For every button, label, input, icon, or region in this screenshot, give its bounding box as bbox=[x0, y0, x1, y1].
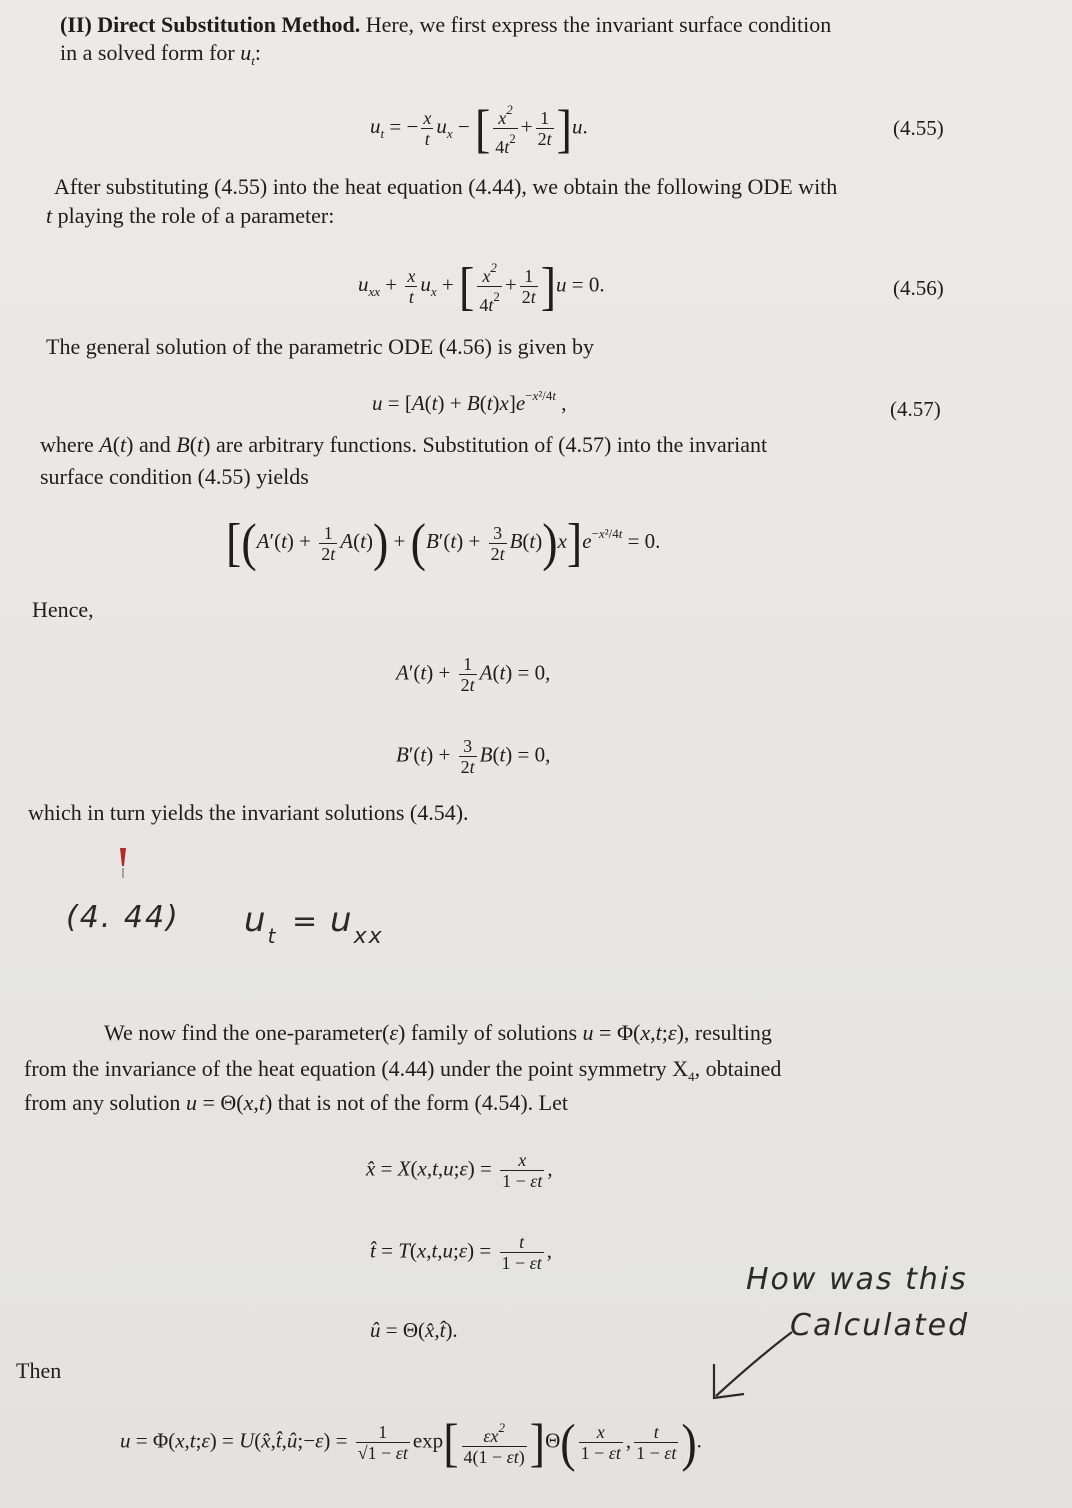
p3-rest: are arbitrary functions. Substitution of (4.57) into the invariant bbox=[215, 432, 768, 457]
section-intro-line1 bbox=[60, 12, 831, 38]
handwritten-equals: = bbox=[292, 904, 320, 939]
equation-xhat: x̂ = X(x,t,u;ε) = $\frac{x}{1 - \varepsilon t}$ , bbox=[366, 1150, 553, 1191]
p3-line1: where A(t) and B(t) are arbitrary functions. Substitution of (4.57) into the invariant bbox=[40, 432, 768, 457]
equation-a-ode: A′(t) + $\frac{1}{2t}$ A(t) = 0, bbox=[396, 654, 551, 695]
equation-4-57: $u = [A(t) + B(t)x]e^{-x^2/4t}$ , bbox=[372, 388, 567, 415]
handwritten-ref: (4. 44) bbox=[66, 900, 180, 935]
then-text: Then bbox=[16, 1358, 62, 1383]
handwritten-uxx: $u_{xx}$ bbox=[330, 900, 384, 949]
p1-line2-text: playing the role of a parameter: bbox=[57, 203, 335, 228]
p4-text-c: , resulting bbox=[683, 1020, 772, 1045]
ut-symbol: $u_t$ bbox=[240, 40, 255, 68]
handwritten-question-line1: How was this bbox=[746, 1262, 968, 1297]
p4-text-e: , obtained bbox=[694, 1056, 782, 1081]
p3-and: and bbox=[138, 432, 171, 457]
p1-line2: t playing the role of a parameter: bbox=[46, 203, 335, 228]
p4-line3: from any solution u = Θ(x,t) that is not of the form (4.54). Let bbox=[24, 1090, 568, 1115]
marker-mark-icon bbox=[118, 846, 128, 880]
section-intro-text: Here, we first express the invariant surface condition bbox=[365, 12, 832, 37]
p4-text-f: from any solution bbox=[24, 1090, 181, 1115]
equation-b-ode: B′(t) + $\frac{3}{2t}$ B(t) = 0, bbox=[396, 736, 551, 777]
p1-line1: After substituting (4.55) into the heat equation (4.44), we obtain the following ODE with bbox=[54, 174, 838, 199]
handwritten-ut: $u_t$ bbox=[244, 900, 278, 948]
handwritten-arrow-icon bbox=[700, 1328, 810, 1408]
section-heading: (II) Direct Substitution Method. bbox=[60, 12, 361, 37]
p3-where: where bbox=[40, 432, 94, 457]
handwritten-u2: u bbox=[330, 900, 354, 940]
eq-number-4-57: (4.57) bbox=[890, 397, 941, 421]
p4-text-a: We now find the one-parameter bbox=[104, 1020, 382, 1045]
handwritten-question-line2: Calculated bbox=[790, 1308, 970, 1343]
p2-line1: The general solution of the parametric ODE (4.56) is given by bbox=[46, 334, 595, 359]
handwritten-u1: u bbox=[244, 900, 268, 940]
equation-4-55: $u_t$ = − $\frac{x}{t}$ $u_x$ − [ $\frac{x^2}{4t^2}$ + $\frac{1}{2t}$ ]u. bbox=[370, 98, 588, 158]
p4-line1: We now find the one-parameter(ε) family of solutions u = Φ(x,t;ε), resulting bbox=[104, 1020, 772, 1045]
which-text: which in turn yields the invariant solutions (4.54). bbox=[28, 800, 469, 825]
eq-number-4-55: (4.55) bbox=[893, 116, 944, 140]
hence-text: Hence, bbox=[32, 597, 94, 622]
intro-line2-text: in a solved form for bbox=[60, 40, 235, 65]
equation-that: t̂ = T(x,t,u;ε) = $\frac{t}{1 - \varepsilon t}$ , bbox=[370, 1232, 553, 1273]
p4-text-g: that is not of the form (4.54). Let bbox=[277, 1090, 568, 1115]
p4-text-b: family of solutions bbox=[410, 1020, 578, 1045]
p3-line2: surface condition (4.55) yields bbox=[40, 464, 309, 489]
section-intro-line2: in a solved form for $u_t$: bbox=[60, 40, 261, 68]
equation-uhat: û = Θ(x̂,t̂). bbox=[370, 1318, 458, 1342]
equation-final: u = Φ(x,t;ε) = U(x̂,t̂,û;−ε) = $\frac{1}{√1 - \varepsilon t}$ exp[ $\frac{\varepsilon x^2}{4(1 - \varepsilon t)}$ ]Θ( $\frac{x}{1 - \varepsilon t}$ , $\frac{t}{1 - \varepsilon t}$ ). bbox=[120, 1412, 702, 1472]
p4-text-d: from the invariance of the heat equation (4.44) under the point symmetry bbox=[24, 1056, 667, 1081]
equation-substitution: [(A′(t) + $\frac{1}{2t}$ A(t)) + (B′(t) + $\frac{3}{2t}$ $B(t))x]e^{-x^2/4t} = 0$. bbox=[226, 513, 661, 572]
p4-line2: from the invariance of the heat equation (4.44) under the point symmetry $X_4$, obtained bbox=[24, 1056, 782, 1084]
equation-4-56: $u_{xx}$ + $\frac{x}{t}$ $u_x$ + [ $\frac{x^2}{4t^2}$ + $\frac{1}{2t}$ ]u = 0. bbox=[358, 256, 605, 316]
eq-number-4-56: (4.56) bbox=[893, 276, 944, 300]
